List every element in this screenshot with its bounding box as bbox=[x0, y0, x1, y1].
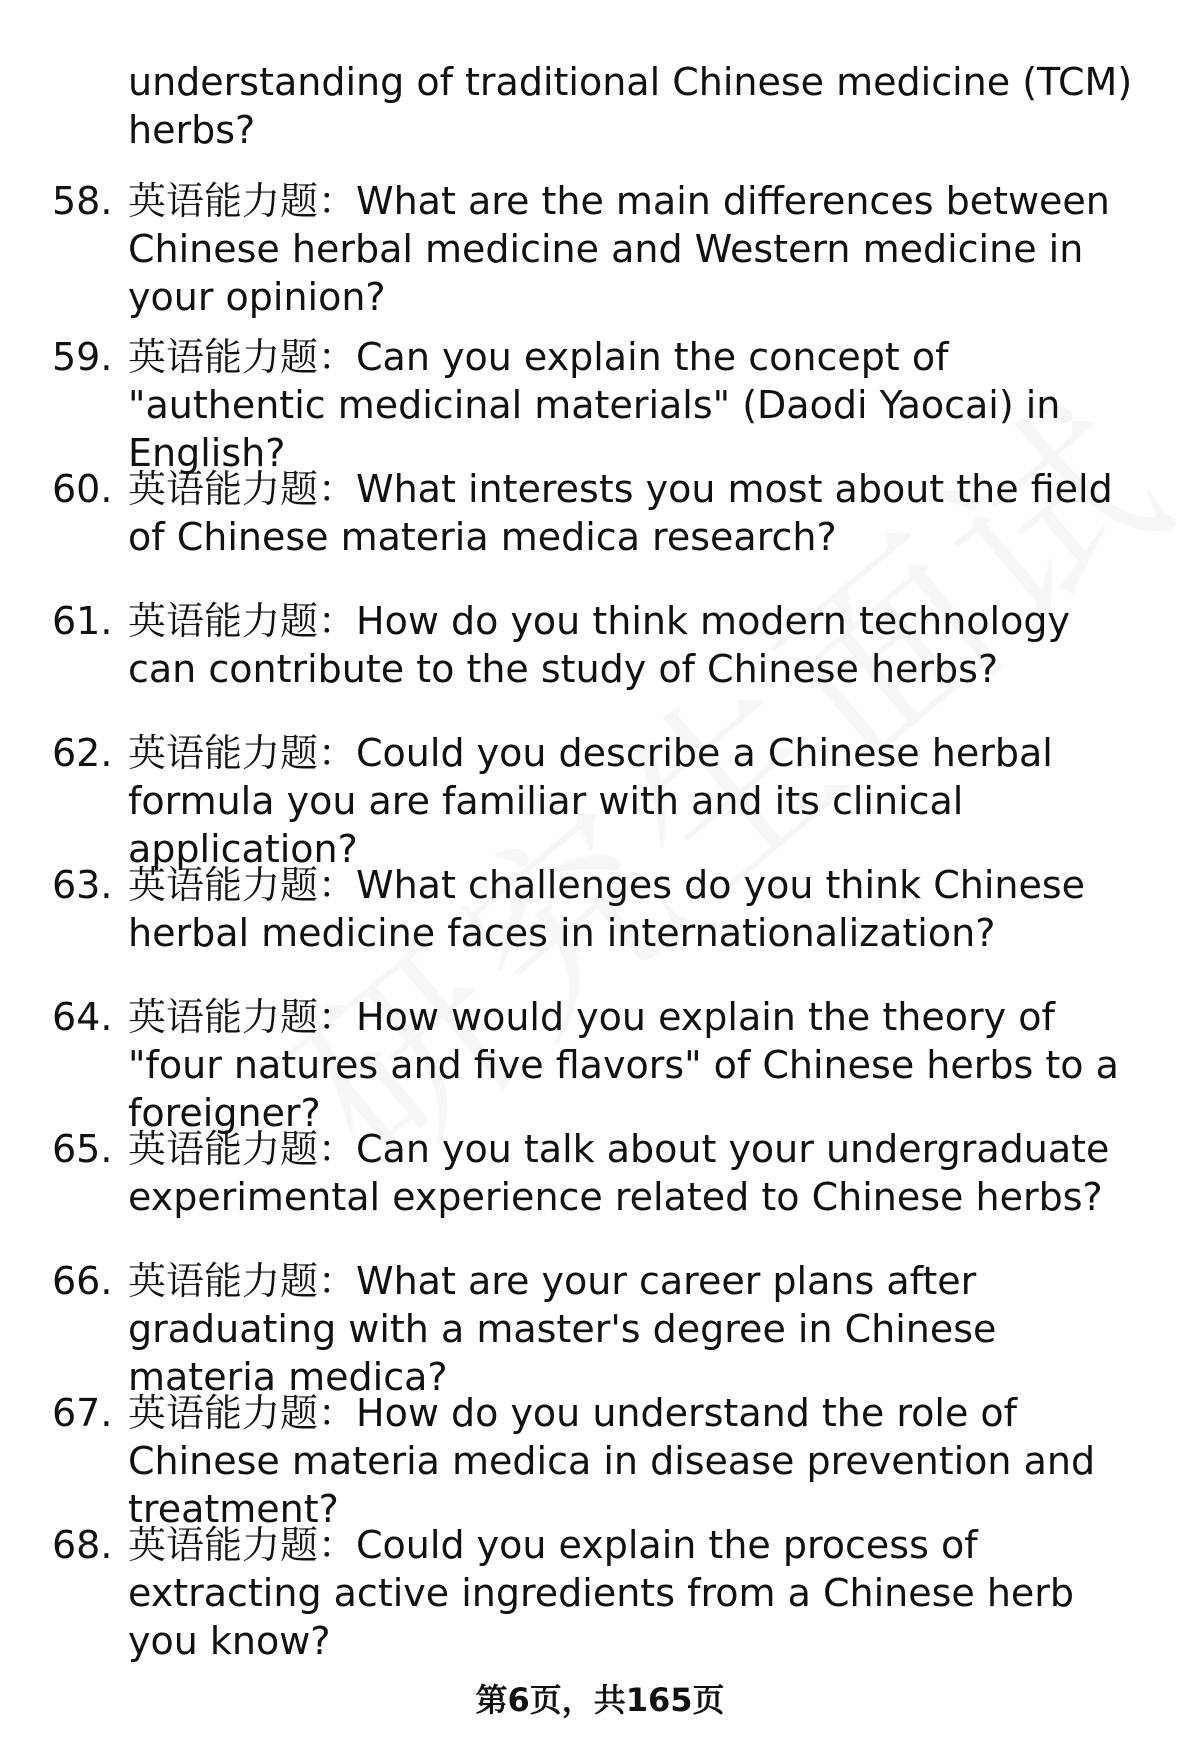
question-number: 67. bbox=[52, 1391, 113, 1435]
question-text: How do you understand the role of Chinese materia medica in disease prevention and treatment? bbox=[128, 1391, 1096, 1531]
question-tag: 英语能力题： bbox=[128, 1391, 357, 1435]
question-text: Can you explain the concept of "authentic medicinal materials" (Daodi Yaocai) in English? bbox=[128, 335, 1061, 475]
page-footer: 第6页，共165页 bbox=[475, 1681, 725, 1719]
question-text: How would you explain the theory of "four natures and five flavors" of Chinese herbs to a foreigner? bbox=[128, 995, 1119, 1135]
question-body bbox=[128, 465, 1138, 561]
question-text: Can you talk about your undergraduate experimental experience related to Chinese herbs? bbox=[128, 1127, 1110, 1219]
question-number: 66. bbox=[52, 1259, 113, 1303]
question-number: 60. bbox=[52, 467, 113, 511]
question-continuation: understanding of traditional Chinese medicine (TCM) herbs? bbox=[128, 60, 1133, 152]
question-body bbox=[128, 177, 1138, 321]
question-number: 65. bbox=[52, 1127, 113, 1171]
question-text: What challenges do you think Chinese herbal medicine faces in internationalization? bbox=[128, 863, 1086, 955]
question-body bbox=[128, 1389, 1138, 1533]
question-tag: 英语能力题： bbox=[128, 731, 357, 775]
question-body bbox=[128, 1257, 1138, 1401]
question-body bbox=[128, 597, 1138, 693]
question-number: 61. bbox=[52, 599, 113, 643]
question-number: 62. bbox=[52, 731, 113, 775]
question-tag: 英语能力题： bbox=[128, 995, 357, 1039]
question-body bbox=[128, 993, 1138, 1137]
question-number: 59. bbox=[52, 335, 113, 379]
question-tag: 英语能力题： bbox=[128, 1523, 357, 1567]
question-body bbox=[128, 1125, 1138, 1221]
question-text: What interests you most about the field of Chinese materia medica research? bbox=[128, 467, 1113, 559]
question-number: 68. bbox=[52, 1523, 113, 1567]
question-number: 63. bbox=[52, 863, 113, 907]
question-text: What are the main differences between Chinese herbal medicine and Western medicine in your opinion? bbox=[128, 179, 1110, 319]
question-text: Could you describe a Chinese herbal formula you are familiar with and its clinical application? bbox=[128, 731, 1053, 871]
question-number: 58. bbox=[52, 179, 113, 223]
question-tag: 英语能力题： bbox=[128, 599, 357, 643]
question-body bbox=[128, 729, 1138, 873]
question-body bbox=[128, 1521, 1138, 1665]
question-text: What are your career plans after graduating with a master's degree in Chinese materia medica? bbox=[128, 1259, 997, 1399]
question-tag: 英语能力题： bbox=[128, 863, 357, 907]
question-text: Could you explain the process of extracting active ingredients from a Chinese herb you know? bbox=[128, 1523, 1075, 1663]
question-tag: 英语能力题： bbox=[128, 335, 357, 379]
question-body bbox=[128, 333, 1138, 477]
question-tag: 英语能力题： bbox=[128, 1127, 357, 1171]
question-tag: 英语能力题： bbox=[128, 179, 357, 223]
question-body bbox=[128, 861, 1138, 957]
question-tag: 英语能力题： bbox=[128, 1259, 357, 1303]
question-tag: 英语能力题： bbox=[128, 467, 357, 511]
question-text: How do you think modern technology can contribute to the study of Chinese herbs? bbox=[128, 599, 1070, 691]
question-number: 64. bbox=[52, 995, 113, 1039]
